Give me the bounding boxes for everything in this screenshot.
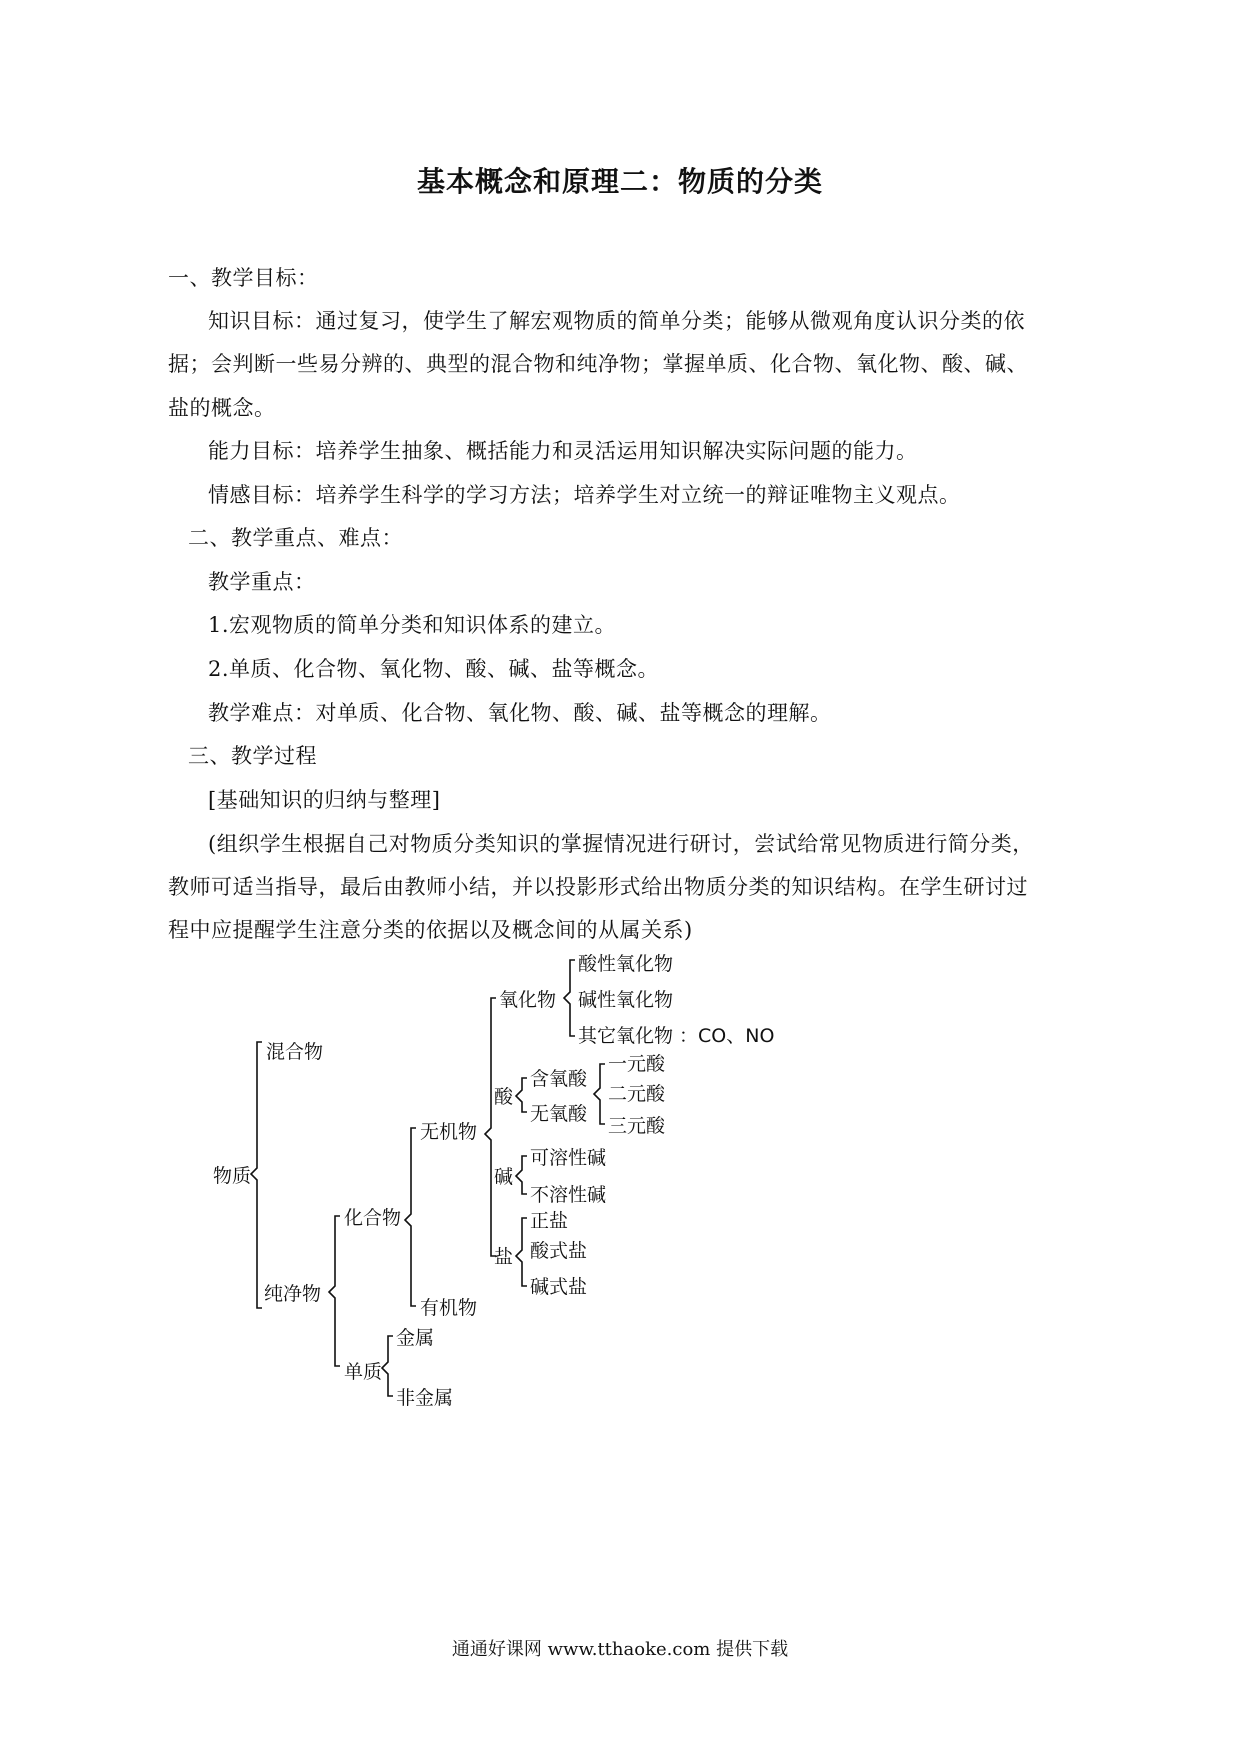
inorganic-label: 无机物 xyxy=(420,1121,478,1143)
basic-salt-label: 碱式盐 xyxy=(530,1276,588,1298)
emotion-objective: 情感目标：培养学生科学的学习方法；培养学生对立统一的辩证唯物主义观点。 xyxy=(208,483,961,507)
knowledge-objective-line-2: 据；会判断一些易分辨的、典型的混合物和纯净物；掌握单质、化合物、氧化物、酸、碱、 xyxy=(168,352,1028,376)
base-label: 碱 xyxy=(494,1166,514,1188)
soluble-base-label: 可溶性碱 xyxy=(530,1147,607,1169)
acid-label: 酸 xyxy=(494,1086,514,1108)
mixture-label: 混合物 xyxy=(266,1041,324,1063)
hydracid-label: 无氧酸 xyxy=(530,1103,588,1125)
element-bracket xyxy=(382,1336,393,1396)
salt-label: 盐 xyxy=(494,1246,514,1268)
proticity-bracket xyxy=(594,1064,605,1124)
knowledge-objective-line-1: 知识目标：通过复习，使学生了解宏观物质的简单分类；能够从微观角度认识分类的依 xyxy=(208,309,1025,333)
bracket-note: [基础知识的归纳与整理] xyxy=(208,788,441,812)
insoluble-base-label: 不溶性碱 xyxy=(530,1184,607,1206)
section-3-heading: 三、教学过程 xyxy=(188,744,317,768)
normal-salt-label: 正盐 xyxy=(530,1210,569,1232)
ability-objective: 能力目标：培养学生抽象、概括能力和灵活运用知识解决实际问题的能力。 xyxy=(208,439,918,463)
oxide-label: 氧化物 xyxy=(499,989,557,1011)
key-point-1: 1.宏观物质的简单分类和知识体系的建立。 xyxy=(208,613,617,637)
compound-label: 化合物 xyxy=(344,1207,402,1229)
acid-salt-label: 酸式盐 xyxy=(530,1240,588,1262)
other-oxide-label: 其它氧化物 ：CO、NO xyxy=(578,1025,775,1047)
process-line-2: 教师可适当指导，最后由教师小结，并以投影形式给出物质分类的知识结构。在学生研讨过 xyxy=(168,875,1028,899)
acid-type-bracket xyxy=(516,1078,527,1112)
element-label: 单质 xyxy=(344,1361,383,1383)
process-line-1: (组织学生根据自己对物质分类知识的掌握情况进行研讨，尝试给常见物质进行简分类， xyxy=(208,832,1034,856)
basic-oxide-label: 碱性氧化物 xyxy=(578,989,674,1011)
base-bracket xyxy=(516,1156,527,1194)
matter-bracket xyxy=(251,1042,262,1308)
matter-label: 物质 xyxy=(213,1165,252,1187)
section-2-heading: 二、教学重点、难点： xyxy=(188,526,403,550)
pure-substance-label: 纯净物 xyxy=(264,1283,322,1305)
process-line-3: 程中应提醒学生注意分类的依据以及概念间的从属关系) xyxy=(168,918,693,942)
key-points-heading: 教学重点： xyxy=(208,570,316,594)
oxyacid-label: 含氧酸 xyxy=(530,1068,588,1090)
metal-label: 金属 xyxy=(396,1327,435,1349)
monoprotic-acid-label: 一元酸 xyxy=(608,1053,666,1075)
triprotic-acid-label: 三元酸 xyxy=(608,1115,666,1137)
organic-label: 有机物 xyxy=(420,1297,478,1319)
oxide-bracket xyxy=(564,960,575,1036)
page-title: 基本概念和原理二：物质的分类 xyxy=(416,165,823,198)
pure-bracket xyxy=(329,1216,340,1366)
key-point-2: 2.单质、化合物、氧化物、酸、碱、盐等概念。 xyxy=(208,657,660,681)
section-1-heading: 一、教学目标： xyxy=(168,266,319,290)
salt-bracket xyxy=(516,1218,527,1286)
nonmetal-label: 非金属 xyxy=(396,1387,454,1409)
footer-credit: 通通好课网 www.tthaoke.com 提供下载 xyxy=(451,1639,789,1660)
compound-bracket xyxy=(405,1128,416,1306)
knowledge-objective-line-3: 盐的概念。 xyxy=(168,396,276,420)
inorganic-bracket xyxy=(485,998,496,1256)
acidic-oxide-label: 酸性氧化物 xyxy=(578,953,674,975)
diprotic-acid-label: 二元酸 xyxy=(608,1083,666,1105)
difficulty: 教学难点：对单质、化合物、氧化物、酸、碱、盐等概念的理解。 xyxy=(208,701,832,725)
